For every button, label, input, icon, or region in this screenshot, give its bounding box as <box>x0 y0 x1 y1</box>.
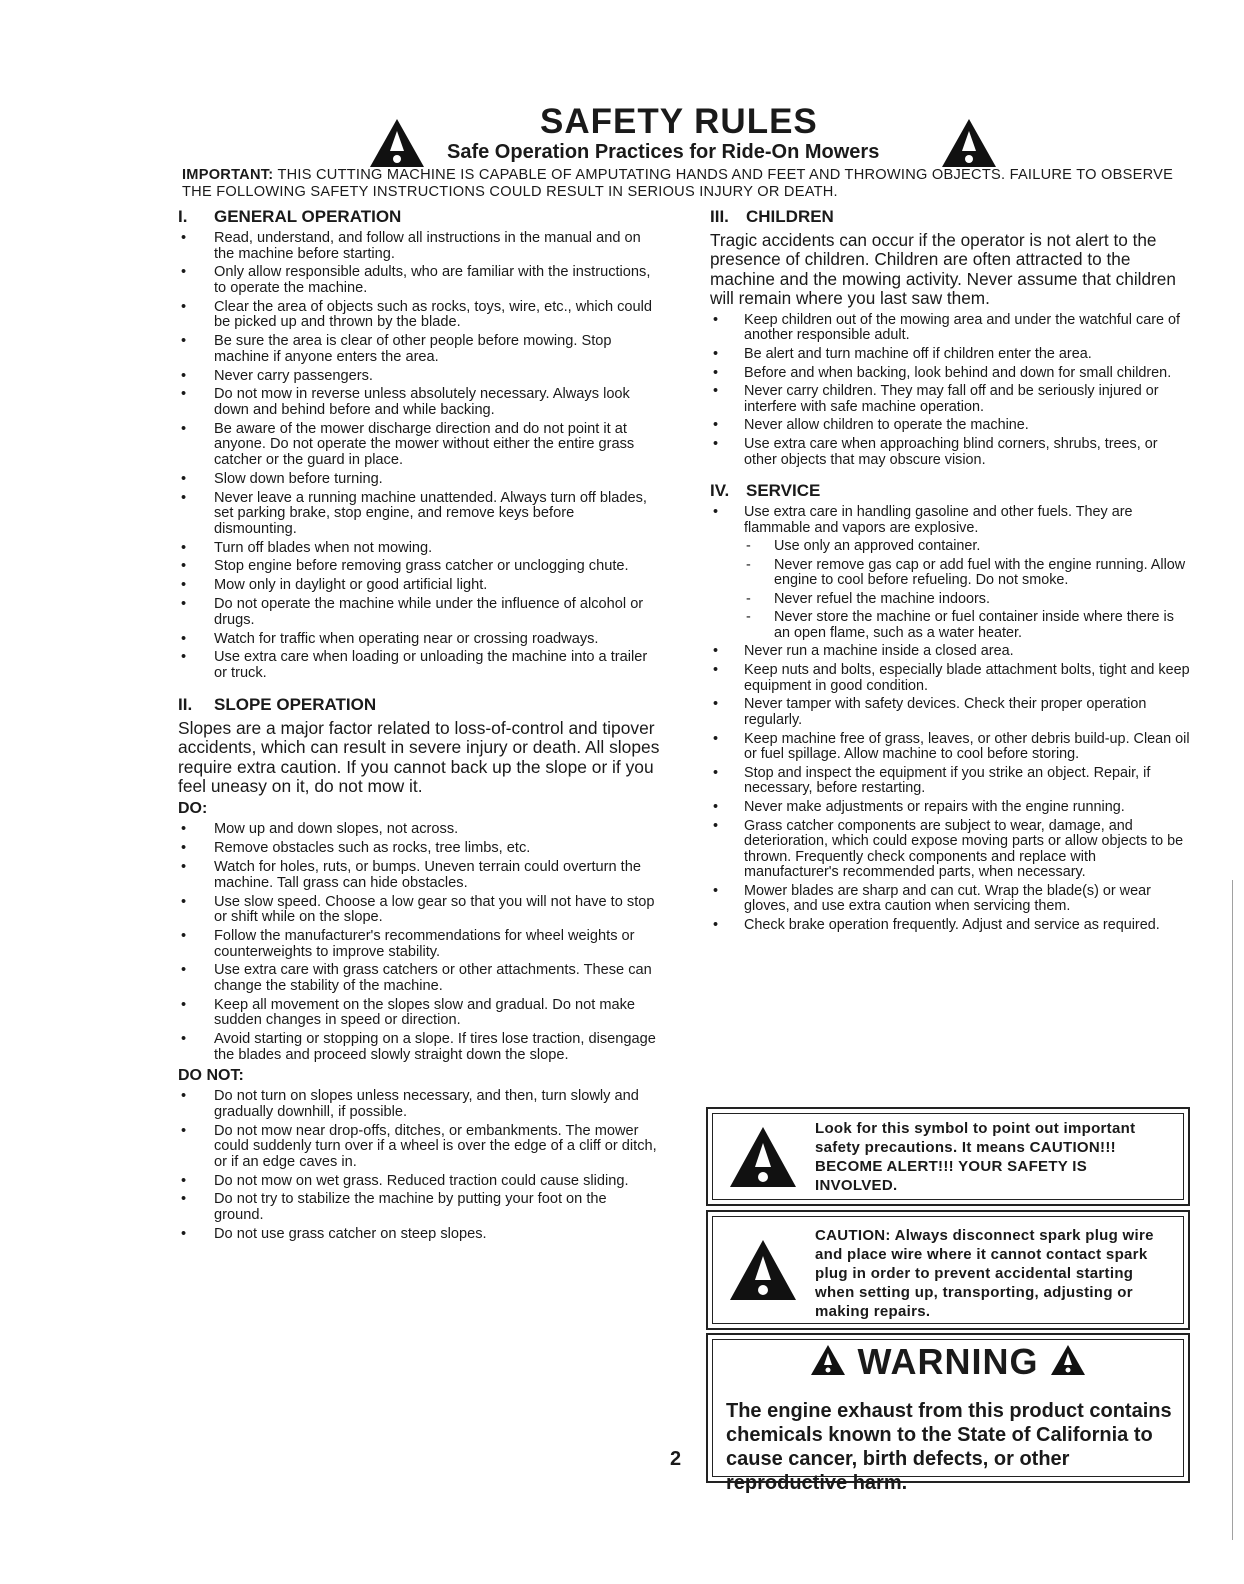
warning-triangle-icon <box>728 1125 798 1189</box>
warning-triangle-icon <box>1050 1344 1086 1376</box>
warning-text: The engine exhaust from this product contains chemicals known to the State of California to cause cancer, birth defects, or other reproductive harm. <box>726 1400 1172 1494</box>
list-item: • Keep all movement on the slopes slow and gradual. Do not make sudden changes in speed or direction. <box>178 998 660 1029</box>
list-item: • Be sure the area is clear of other people before mowing. Stop machine if anyone enters the area. <box>178 334 660 365</box>
list-item: • Do not try to stabilize the machine by putting your foot on the ground. <box>178 1192 660 1223</box>
list-item: • Do not use grass catcher on steep slopes. <box>178 1227 660 1243</box>
section-heading-general: I. GENERAL OPERATION <box>178 207 402 226</box>
list-item: • Never carry passengers. <box>178 369 660 385</box>
list-item: • Keep nuts and bolts, especially blade attachment bolts, tight and keep equipment in good condition. <box>710 663 1192 694</box>
sub-list-item: - Never refuel the machine indoors. <box>710 592 1192 608</box>
section-heading-slope: II. SLOPE OPERATION <box>178 694 377 714</box>
caution-text: CAUTION: Always disconnect spark plug wire and place wire where it cannot contact spark plug in order to prevent accidental starting when setting up, transporting, adjusting or making repairs. <box>815 1227 1154 1320</box>
list-item: • Keep children out of the mowing area and under the watchful care of another responsible adult. <box>710 313 1192 344</box>
list-item: • Stop and inspect the equipment if you strike an object. Repair, if necessary, before restarting. <box>710 766 1192 797</box>
list-item: • Grass catcher components are subject to wear, damage, and deterioration, which could expose moving parts or allow objects to be thrown. Frequently check components and replace with manufacturer's recommended parts, when necessary. <box>710 819 1192 881</box>
do-label: DO: <box>178 800 208 818</box>
list-item: • Remove obstacles such as rocks, tree limbs, etc. <box>178 841 660 857</box>
warning-triangle-icon <box>728 1238 798 1302</box>
list-item: • Read, understand, and follow all instructions in the manual and on the machine before starting. <box>178 231 660 262</box>
list-item: • Never make adjustments or repairs with the engine running. <box>710 800 1192 816</box>
list-item: • Watch for holes, ruts, or bumps. Uneven terrain could overturn the machine. Tall grass can hide obstacles. <box>178 860 660 891</box>
list-item: • Never leave a running machine unattended. Always turn off blades, set parking brake, stop engine, and remove keys before dismounting. <box>178 491 660 538</box>
list-item: • Never carry children. They may fall off and be seriously injured or interfere with safe machine operation. <box>710 384 1192 415</box>
list-item: • Never allow children to operate the machine. <box>710 418 1192 434</box>
list-item: • Mow up and down slopes, not across. <box>178 822 660 838</box>
list-item: • Use extra care in handling gasoline and other fuels. They are flammable and vapors are explosive. <box>710 505 1192 536</box>
right-column <box>710 207 1192 937</box>
important-label: IMPORTANT: <box>182 167 274 183</box>
list-item: • Mow only in daylight or good artificial light. <box>178 578 660 594</box>
service-list <box>710 505 1192 536</box>
do-not-list <box>178 1089 660 1242</box>
list-item: • Watch for traffic when operating near or crossing roadways. <box>178 632 660 648</box>
section-heading-service: IV. SERVICE <box>710 481 821 501</box>
list-item: • Use slow speed. Choose a low gear so that you will not have to stop or shift while on the slope. <box>178 895 660 926</box>
sub-list-item: - Use only an approved container. <box>710 539 1192 555</box>
fuel-sublist <box>710 539 1192 641</box>
list-item: • Use extra care when approaching blind corners, shrubs, trees, or other objects that may obscure vision. <box>710 437 1192 468</box>
list-item: • Stop engine before removing grass catcher or unclogging chute. <box>178 559 660 575</box>
important-text: THIS CUTTING MACHINE IS CAPABLE OF AMPUTATING HANDS AND FEET AND THROWING OBJECTS. FAILURE TO OBSERVE THE FOLLOWING SAFETY INSTRUCTIONS COULD RESULT IN SERIOUS INJURY OR DEATH. <box>182 167 1174 200</box>
sub-list-item: - Never store the machine or fuel container inside where there is an open flame, such as a water heater. <box>710 610 1192 641</box>
page-number: 2 <box>670 1448 682 1470</box>
list-item: • Do not turn on slopes unless necessary, and then, turn slowly and gradually downhill, if possible. <box>178 1089 660 1120</box>
list-item: • Be alert and turn machine off if children enter the area. <box>710 347 1192 363</box>
list-item: • Do not mow on wet grass. Reduced traction could cause sliding. <box>178 1174 660 1190</box>
list-item: • Use extra care when loading or unloading the machine into a trailer or truck. <box>178 650 660 681</box>
list-item: • Be aware of the mower discharge direction and do not point it at anyone. Do not operate the mower without either the entire grass catcher or the guard in place. <box>178 422 660 469</box>
list-item: • Never run a machine inside a closed area. <box>710 644 1192 660</box>
caution-box <box>706 1210 1190 1330</box>
list-item: • Follow the manufacturer's recommendations for wheel weights or counterweights to improve stability. <box>178 929 660 960</box>
children-list <box>710 313 1192 468</box>
left-column <box>178 207 660 1246</box>
warning-heading: WARNING <box>708 1341 1188 1383</box>
slope-intro: Slopes are a major factor related to loss-of-control and tipover accidents, which can result in severe injury or death. All slopes require extra caution. If you cannot back up the slope or if you feel uneasy on it, do not mow it. <box>178 717 660 797</box>
do-not-label: DO NOT: <box>178 1067 244 1085</box>
list-item: • Clear the area of objects such as rocks, toys, wire, etc., which could be picked up and thrown by the blade. <box>178 300 660 331</box>
warning-triangle-icon <box>810 1344 846 1376</box>
list-item: • Turn off blades when not mowing. <box>178 541 660 557</box>
warning-triangle-icon <box>940 117 998 169</box>
list-item: • Never tamper with safety devices. Check their proper operation regularly. <box>710 697 1192 728</box>
important-notice <box>182 167 1192 201</box>
sub-list-item: - Never remove gas cap or add fuel with the engine running. Allow engine to cool before refueling. Do not smoke. <box>710 558 1192 589</box>
service-list-continued <box>710 644 1192 933</box>
list-item: • Only allow responsible adults, who are familiar with the instructions, to operate the machine. <box>178 265 660 296</box>
list-item: • Mower blades are sharp and can cut. Wrap the blade(s) or wear gloves, and use extra caution when servicing them. <box>710 884 1192 915</box>
safety-symbol-box <box>706 1107 1190 1206</box>
list-item: • Keep machine free of grass, leaves, or other debris build-up. Clean oil or fuel spillage. Allow machine to cool before storing. <box>710 732 1192 763</box>
list-item: • Check brake operation frequently. Adjust and service as required. <box>710 918 1192 934</box>
safety-symbol-text: Look for this symbol to point out important safety precautions. It means CAUTION!!! BECOME ALERT!!! YOUR SAFETY IS INVOLVED. <box>815 1120 1136 1194</box>
list-item: • Do not mow in reverse unless absolutely necessary. Always look down and behind before and while backing. <box>178 387 660 418</box>
list-item: • Do not mow near drop-offs, ditches, or embankments. The mower could suddenly turn over if a wheel is over the edge of a cliff or ditch, or if an edge caves in. <box>178 1124 660 1171</box>
children-intro: Tragic accidents can occur if the operator is not alert to the presence of children. Children are often attracted to the machine and the mowing activity. Never assume that children will remain where you last saw them. <box>710 230 1176 309</box>
page-subtitle: Safe Operation Practices for Ride-On Mowers <box>447 141 880 163</box>
general-operation-list <box>178 231 660 681</box>
list-item: • Avoid starting or stopping on a slope. If tires lose traction, disengage the blades and proceed slowly straight down the slope. <box>178 1032 660 1063</box>
warning-triangle-icon <box>368 117 426 169</box>
warning-box <box>706 1333 1190 1494</box>
scan-edge <box>1232 880 1233 1540</box>
page-title: SAFETY RULES <box>540 102 818 141</box>
section-heading-children: III. CHILDREN <box>710 207 834 226</box>
list-item: • Slow down before turning. <box>178 472 660 488</box>
list-item: • Before and when backing, look behind and down for small children. <box>710 366 1192 382</box>
list-item: • Do not operate the machine while under the influence of alcohol or drugs. <box>178 597 660 628</box>
list-item: • Use extra care with grass catchers or other attachments. These can change the stability of the machine. <box>178 963 660 994</box>
do-list <box>178 822 660 1063</box>
